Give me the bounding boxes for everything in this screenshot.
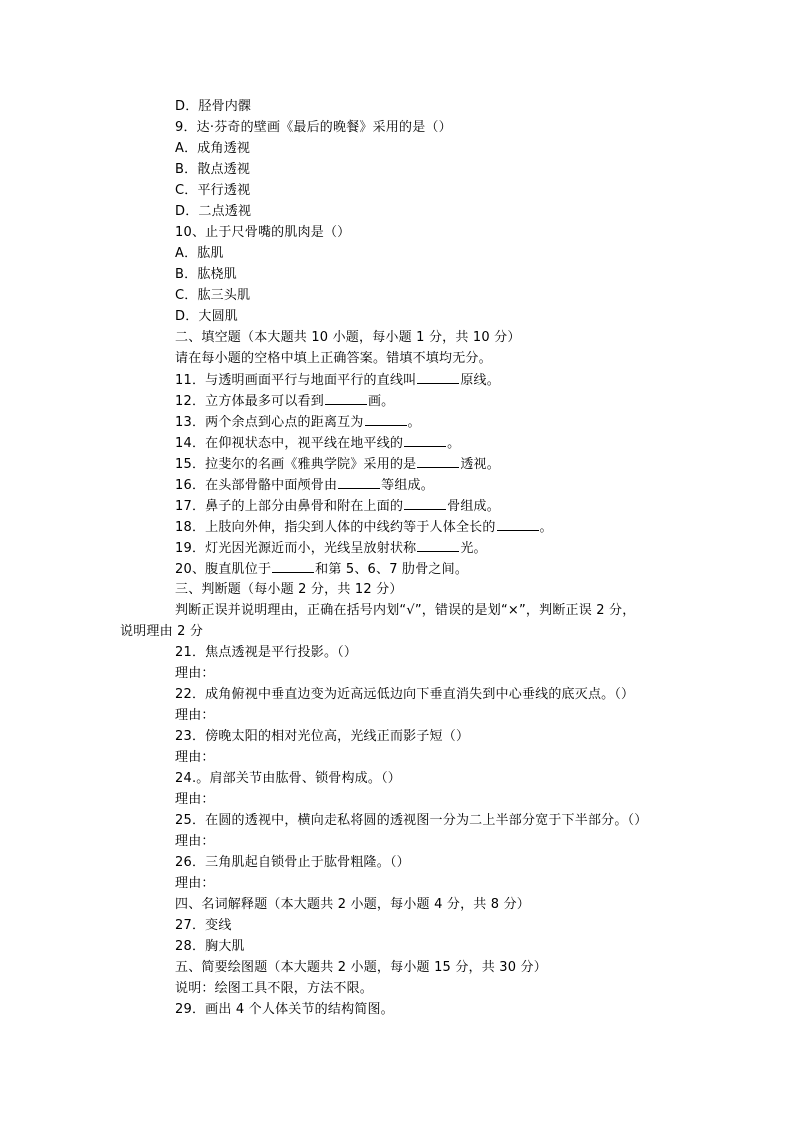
question-15 [175,456,500,473]
section-2-heading: 二、填空题（本大题共 10 小题，每小题 1 分，共 10 分） [175,330,521,345]
option-d-q10: D．大圆肌 [175,309,239,324]
question-18 [175,519,553,536]
answer-blank [404,498,446,510]
question-13 [175,414,421,431]
section-3-instructions: 判断正误并说明理由，正确在括号内划“√”，错误的是划“×”，判断正误 2 分， [175,603,636,618]
question-17 [175,498,500,515]
question-17-text: 17．鼻子的上部分由鼻骨和附在上面的 [175,499,404,514]
question-25: 25．在圆的透视中，横向走私将圆的透视图一分为二上半部分宽于下半部分。（） [175,813,648,828]
question-20-tail: 和第 5、6、7 肋骨之间。 [315,562,469,577]
section-2-instructions: 请在每小题的空格中填上正确答案。错填不填均无分。 [175,351,492,366]
option-a-q9: A．成角透视 [175,141,251,156]
question-12-text: 12．立方体最多可以看到 [175,394,324,409]
question-18-tail: 。 [539,520,553,535]
question-15-tail: 透视。 [460,457,500,472]
answer-blank [497,519,539,531]
reason-label: 理由： [175,666,215,681]
question-17-tail: 骨组成。 [447,499,500,514]
question-14 [175,435,460,452]
answer-blank [417,456,459,468]
question-20 [175,561,468,578]
section-5-instructions: 说明：绘图工具不限，方法不限。 [175,981,374,996]
option-d-q9: D．二点透视 [175,204,252,219]
question-11 [175,372,500,389]
option-b-q9: B．散点透视 [175,162,251,177]
question-11-tail: 原线。 [460,373,500,388]
question-13-tail: 。 [407,415,421,430]
section-5-heading: 五、简要绘图题（本大题共 2 小题，每小题 15 分，共 30 分） [175,960,547,975]
question-11-text: 11．与透明画面平行与地面平行的直线叫 [175,373,417,388]
reason-label: 理由： [175,792,215,807]
question-13-text: 13．两个余点到心点的距离互为 [175,415,364,430]
reason-label: 理由： [175,708,215,723]
option-d-q8: D．胫骨内髁 [175,99,252,114]
answer-blank [365,414,407,426]
question-10: 10、止于尺骨嘴的肌肉是（） [175,225,351,240]
reason-label: 理由： [175,750,215,765]
option-c-q9: C．平行透视 [175,183,251,198]
reason-label: 理由： [175,876,215,891]
question-23: 23．傍晚太阳的相对光位高，光线正而影子短（） [175,729,470,744]
answer-blank [417,540,459,552]
answer-blank [338,477,380,489]
question-26: 26．三角肌起自锁骨止于肱骨粗隆。（） [175,855,410,870]
reason-label: 理由： [175,834,215,849]
section-3-heading: 三、判断题（每小题 2 分，共 12 分） [175,582,403,597]
question-16 [175,477,434,494]
section-3-instructions-cont: 说明理由 2 分 [120,624,204,639]
question-19-text: 19．灯光因光源近而小，光线呈放射状称 [175,541,417,556]
answer-blank [325,393,367,405]
option-c-q10: C．肱三头肌 [175,288,251,303]
question-14-text: 14．在仰视状态中，视平线在地平线的 [175,436,404,451]
question-12 [175,393,394,410]
answer-blank [272,561,314,573]
answer-blank [404,435,446,447]
question-22: 22．成角俯视中垂直边变为近高远低边向下垂直消失到中心垂线的底灭点。（） [175,687,635,702]
question-16-tail: 等组成。 [381,478,434,493]
question-14-tail: 。 [447,436,461,451]
question-15-text: 15．拉斐尔的名画《雅典学院》采用的是 [175,457,417,472]
question-19-tail: 光。 [460,541,487,556]
question-20-text: 20、腹直肌位于 [175,562,272,577]
option-a-q10: A．肱肌 [175,246,224,261]
question-9: 9．达·芬奇的壁画《最后的晚餐》采用的是（） [175,120,452,135]
question-27: 27．变线 [175,918,232,933]
section-4-heading: 四、名词解释题（本大题共 2 小题，每小题 4 分，共 8 分） [175,897,531,912]
question-28: 28．胸大肌 [175,939,245,954]
question-19 [175,540,487,557]
question-21: 21．焦点透视是平行投影。（） [175,645,358,660]
question-16-text: 16．在头部骨骼中面颅骨由 [175,478,338,493]
question-12-tail: 画。 [367,394,395,409]
question-24: 24.。肩部关节由肱骨、锁骨构成。（） [175,771,401,786]
answer-blank [417,372,459,384]
question-29: 29．画出 4 个人体关节的结构简图。 [175,1002,394,1017]
question-18-text: 18．上肢向外伸，指尖到人体的中线约等于人体全长的 [175,520,496,535]
option-b-q10: B．肱桡肌 [175,267,237,282]
